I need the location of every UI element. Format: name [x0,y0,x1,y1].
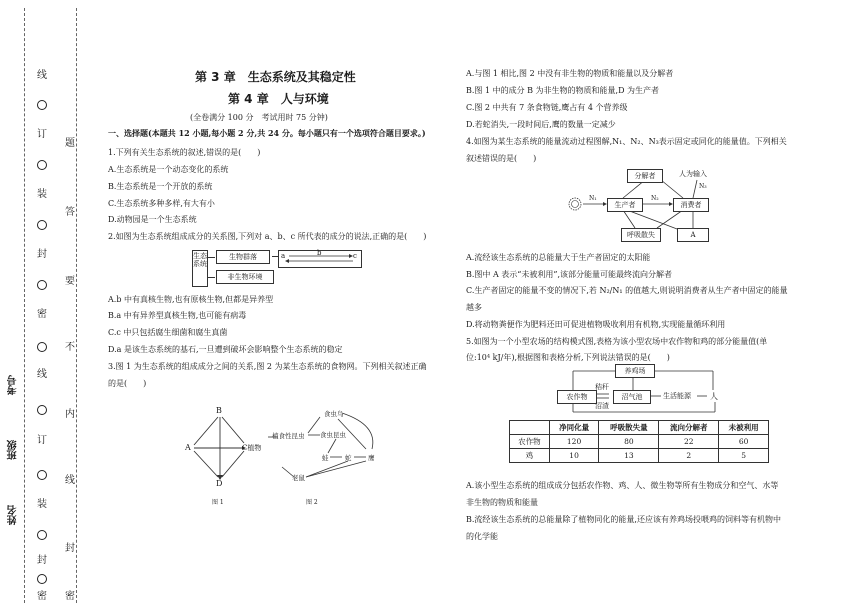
q4-option-c-line1: C.生产者固定的能量不变的情况下,若 N₂/N₁ 的值越大,则说明消费者从生产者中固定的能量 [466,286,788,295]
table-cell: 10 [549,449,599,463]
binding-char: 内 [65,409,75,420]
table-header: 流向分解者 [659,421,719,435]
q3-figure1 [180,405,260,495]
circle-icon [37,470,47,480]
energy-label: 生活能源 [663,392,691,400]
table-cell: 2 [659,449,719,463]
q4-stem-line2: 叙述错误的是( ) [466,154,537,163]
binding-char: 封 [65,543,75,554]
q1-option-a: A.生态系统是一个动态变化的系统 [108,165,229,174]
table-header: 呼吸散失量 [599,421,659,435]
outer-dashed-line [24,8,25,603]
abc-box [278,250,362,268]
table-cell: 60 [719,435,769,449]
biogas-box: 沼气池 [613,390,651,404]
bracket-line [207,257,216,277]
circle-icon [37,574,47,584]
respiration-box: 呼吸散失 [621,228,661,242]
table-row [510,435,769,449]
inner-dashed-line [76,8,77,603]
table-cell: 22 [659,435,719,449]
energy-table [509,420,769,463]
q2-option-a: A.b 中有真核生物,也有原核生物,但都是异养型 [108,295,274,304]
q5-option-a-line1: A.该小型生态系统的组成成分包括农作物、鸡、人、微生物等所有生物成分和空气、水等 [466,481,779,490]
q3-option-b: B.图 1 中的成分 B 为非生物的物质和能量,D 为生产者 [466,86,660,95]
table-cell: 80 [599,435,659,449]
label-c: c [353,252,357,260]
fig2-caption: 图 2 [306,499,318,506]
person-label: 人 [710,392,718,401]
node-eagle: 鹰 [368,454,375,462]
community-box: 生物群落 [216,250,270,264]
ecosystem-box: 生态系统 [192,250,208,287]
binding-char: 线 [37,70,47,81]
bracket-line [207,277,215,278]
chicken-farm-box: 养鸡场 [615,364,655,378]
binding-char: 线 [65,475,75,486]
q4-option-d: D.将动物粪便作为肥料还田可促进植物吸收利用有机物,实现能量循环利用 [466,320,726,329]
chapter4-title: 第 4 章 人与环境 [228,92,329,106]
q2-figure [192,248,372,288]
producer-box: 生产者 [607,198,643,212]
binding-char: 封 [37,249,47,260]
label-b: b [317,249,322,257]
circle-icon [37,100,47,110]
consumer-box: 消费者 [673,198,709,212]
q1-option-b: B.生态系统是一个开放的系统 [108,182,213,191]
q2-stem: 2.如图为生态系统组成成分的关系图,下列对 a、b、c 所代表的成分的说法,正确的是( ) [108,232,427,241]
q5-option-b-line1: B.流经该生态系统的总能量除了植物同化的能量,还应该有养鸡场投喂鸡的饲料等有机物中 [466,515,781,524]
q4-option-b: B.图中 A 表示“未被利用”,该部分能量可能最终流向分解者 [466,270,673,279]
circle-icon [37,160,47,170]
circle-icon [37,220,47,230]
q4-figure [565,166,725,244]
binding-char: 封 [37,555,47,566]
node-herb-insect: 植食性昆虫 [272,432,305,440]
name-label: 姓名 [8,505,19,525]
binding-char: 密 [37,309,47,320]
circle-icon [37,342,47,352]
n2-label: N₂ [651,195,659,202]
label-a: a [281,252,286,260]
q5-figure [555,364,730,416]
node-b: B [216,406,222,415]
crop-box: 农作物 [557,390,597,404]
fig1-caption: 图 1 [212,499,224,506]
chapter3-title: 第 3 章 生态系统及其稳定性 [195,70,356,84]
q5-option-b-line2: 的化学能 [466,532,498,541]
foodweb-arrows [258,405,388,495]
q5-stem-line2: 位:10⁴ kJ/年),根据图和表格分析,下列说法错误的是( ) [466,353,670,362]
n1-label: N₁ [589,195,597,202]
table-cell: 120 [549,435,599,449]
section1-heading: 一、选择题(本题共 12 小题,每小题 2 分,共 24 分。每小题只有一个选项符合题目要求。) [108,128,426,138]
q5-option-a-line2: 非生物的物质和能量 [466,498,538,507]
binding-char: 装 [37,189,47,200]
q4-option-c-line2: 越多 [466,303,482,312]
q1-option-d: D.动物园是一个生态系统 [108,215,197,224]
table-cell: 鸡 [510,449,550,463]
binding-char: 密 [37,591,47,602]
n3-label: N₃ [699,183,707,190]
human-input-label: 人为输入 [679,170,707,178]
table-row [510,449,769,463]
node-insect-bird: 食虫鸟 [324,410,344,418]
circle-icon [37,405,47,415]
table-header-row [510,421,769,435]
environment-box: 非生物环境 [216,270,274,284]
q3-stem-line1: 3.图 1 为生态系统的组成成分之间的关系,图 2 为某生态系统的食物网。下列相关叙述正确 [108,362,427,371]
circle-icon [37,530,47,540]
q4-option-a: A.流经该生态系统的总能量大于生产者固定的太阳能 [466,253,651,262]
circle-icon [37,280,47,290]
table-header [510,421,550,435]
bracket-line [207,257,215,258]
binding-char: 密 [65,591,75,602]
binding-char: 订 [37,435,47,446]
table-cell: 5 [719,449,769,463]
q4-stem-line1: 4.如图为某生态系统的能量流动过程图解,N₁、N₂、N₃表示固定或同化的能量值。下列相关 [466,137,787,146]
table-header: 未被利用 [719,421,769,435]
binding-char: 要 [65,276,75,287]
binding-char: 订 [37,129,47,140]
table-cell: 农作物 [510,435,550,449]
q1-stem: 1.下列有关生态系统的叙述,错误的是( ) [108,148,261,157]
q3-figure2 [258,405,388,495]
a-box: A [677,228,709,242]
table-cell: 13 [599,449,659,463]
q3-option-a: A.与图 1 相比,图 2 中没有非生物的物质和能量以及分解者 [466,69,674,78]
node-c: C植物 [242,444,262,452]
binding-char: 线 [37,369,47,380]
exam-number-label: 考号 [8,375,19,395]
class-label: 班级 [8,440,19,460]
node-insect-insect: 食虫昆虫 [320,431,346,439]
binding-char: 不 [65,342,75,353]
q3-option-d: D.若蛇消失,一段时间后,鹰的数量一定减少 [466,120,616,129]
q1-option-c: C.生态系统多种多样,有大有小 [108,199,215,208]
dregs-label: 沼渣 [595,402,609,410]
q3-stem-line2: 的是( ) [108,379,147,388]
node-mouse: 老鼠 [292,474,305,482]
q2-option-c: C.c 中只包括腐生细菌和腐生真菌 [108,328,228,337]
decomposer-box: 分解者 [627,169,663,183]
q5-stem-line1: 5.如图为一个小型农场的结构模式图,表格为该小型农场中农作物和鸡的部分能量值(单 [466,337,768,346]
straw-label: 秸秆 [595,383,609,391]
table-header: 净同化量 [549,421,599,435]
q3-option-c: C.图 2 中共有 7 条食物链,鹰占有 4 个营养级 [466,103,628,112]
q2-option-d: D.a 是该生态系统的基石,一旦遭到破坏会影响整个生态系统的稳定 [108,345,343,354]
binding-char: 装 [37,499,47,510]
q2-option-b: B.a 中有异养型真核生物,也可能有病毒 [108,311,247,320]
node-d: D [216,479,223,488]
binding-char: 答 [65,207,75,218]
node-frog: 蛙 [322,454,329,462]
node-snake: 蛇 [345,454,352,462]
binding-char: 题 [65,138,75,149]
score-time: (全卷满分 100 分 考试用时 75 分钟) [190,113,328,122]
node-a: A [185,443,191,452]
